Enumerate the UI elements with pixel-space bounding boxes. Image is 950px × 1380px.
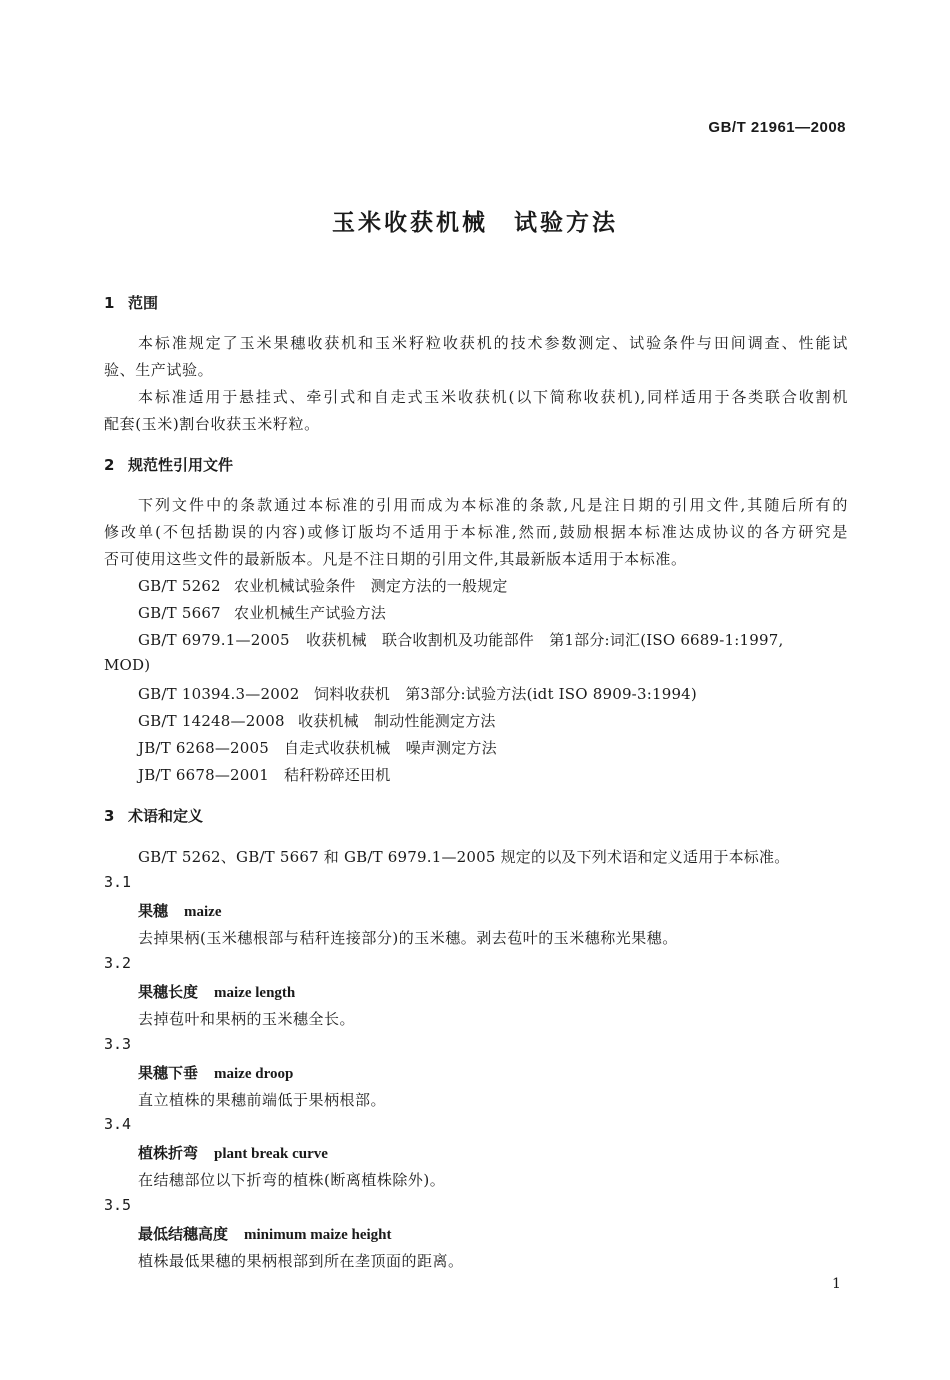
scope-paragraph-2-line-1: 本标准适用于悬挂式、牵引式和自走式玉米收获机(以下简称收获机),同样适用于各类联合收割机 — [138, 388, 848, 406]
term-name — [138, 1223, 392, 1244]
term-name-en: maize — [184, 904, 222, 920]
reference-item — [138, 683, 697, 704]
term-name-en: maize length — [214, 985, 296, 1001]
document-title: 玉米收获机械 试验方法 — [332, 210, 618, 236]
reference-title: 自走式收获机械 噪声测定方法 — [284, 739, 497, 757]
term-definition: 在结穗部位以下折弯的植株(断离植株除外)。 — [138, 1171, 446, 1189]
reference-item — [138, 737, 497, 758]
reference-item — [138, 710, 496, 731]
term-name-cn: 最低结穗高度 — [138, 1225, 229, 1243]
normative-intro-line-3: 否可使用这些文件的最新版本。凡是不注日期的引用文件,其最新版本适用于本标准。 — [104, 550, 687, 568]
section-number: 3 — [104, 807, 115, 825]
term-definition: 植株最低果穗的果柄根部到所在垄顶面的距离。 — [138, 1252, 464, 1270]
term-name-cn: 果穗 — [138, 902, 169, 920]
reference-item — [138, 575, 508, 596]
page-number: 1 — [832, 1276, 841, 1292]
scope-paragraph-1-line-1: 本标准规定了玉米果穗收获机和玉米籽粒收获机的技术参数测定、试验条件与田间调查、性能试 — [138, 334, 848, 352]
reference-item-continuation: MOD) — [104, 656, 151, 674]
term-number: 3.2 — [104, 954, 132, 972]
term-number: 3.5 — [104, 1196, 132, 1214]
normative-intro-line-2: 修改单(不包括勘误的内容)或修订版均不适用于本标准,然而,鼓励根据本标准达成协议的各方研究是 — [104, 523, 848, 541]
reference-code: GB/T 14248—2008 — [138, 712, 285, 730]
term-name — [138, 900, 222, 921]
term-name — [138, 1062, 293, 1083]
reference-code: GB/T 10394.3—2002 — [138, 685, 300, 703]
reference-title: 收获机械 制动性能测定方法 — [298, 712, 496, 730]
term-name-en: plant break curve — [214, 1146, 328, 1162]
term-name — [138, 1142, 328, 1163]
term-name-en: minimum maize height — [244, 1227, 392, 1243]
term-number: 3.4 — [104, 1115, 132, 1133]
term-definition: 去掉果柄(玉米穗根部与秸秆连接部分)的玉米穗。剥去苞叶的玉米穗称光果穗。 — [138, 929, 678, 947]
reference-item — [138, 629, 784, 650]
term-name-cn: 果穗下垂 — [138, 1064, 199, 1082]
reference-title: 秸秆粉碎还田机 — [284, 766, 391, 784]
term-name-en: maize droop — [214, 1066, 294, 1082]
term-name-cn: 果穗长度 — [138, 983, 199, 1001]
reference-item — [138, 764, 390, 785]
reference-item — [138, 602, 386, 623]
standard-number: GB/T 21961—2008 — [708, 119, 846, 136]
reference-title: 农业机械试验条件 测定方法的一般规定 — [234, 577, 508, 595]
section-number: 1 — [104, 294, 115, 312]
reference-code: GB/T 5667 — [138, 604, 221, 622]
terms-intro: GB/T 5262、GB/T 5667 和 GB/T 6979.1—2005 规定的以及下列术语和定义适用于本标准。 — [138, 848, 790, 866]
reference-code: GB/T 6979.1—2005 — [138, 631, 290, 649]
section-title: 术语和定义 — [128, 807, 204, 825]
term-name — [138, 981, 295, 1002]
section-heading-scope — [104, 292, 158, 313]
section-heading-terms — [104, 805, 203, 826]
scope-paragraph-2-line-2: 配套(玉米)割台收获玉米籽粒。 — [104, 415, 320, 433]
scope-paragraph-1-line-2: 验、生产试验。 — [104, 361, 214, 379]
term-number: 3.1 — [104, 873, 132, 891]
reference-title: 饲料收获机 第3部分:试验方法(idt ISO 8909-3:1994) — [314, 685, 697, 703]
reference-code: JB/T 6678—2001 — [138, 766, 270, 784]
reference-title: 收获机械 联合收割机及功能部件 第1部分:词汇(ISO 6689-1:1997, — [306, 631, 784, 649]
normative-intro-line-1: 下列文件中的条款通过本标准的引用而成为本标准的条款,凡是注日期的引用文件,其随后所有的 — [138, 496, 848, 514]
reference-code: JB/T 6268—2005 — [138, 739, 270, 757]
reference-code: GB/T 5262 — [138, 577, 221, 595]
section-title: 范围 — [128, 294, 159, 312]
section-number: 2 — [104, 456, 115, 474]
term-definition: 去掉苞叶和果柄的玉米穗全长。 — [138, 1010, 356, 1028]
term-number: 3.3 — [104, 1035, 132, 1053]
term-definition: 直立植株的果穗前端低于果柄根部。 — [138, 1091, 387, 1109]
section-title: 规范性引用文件 — [128, 456, 234, 474]
section-heading-normative-references — [104, 454, 233, 475]
reference-title: 农业机械生产试验方法 — [234, 604, 387, 622]
term-name-cn: 植株折弯 — [138, 1144, 199, 1162]
